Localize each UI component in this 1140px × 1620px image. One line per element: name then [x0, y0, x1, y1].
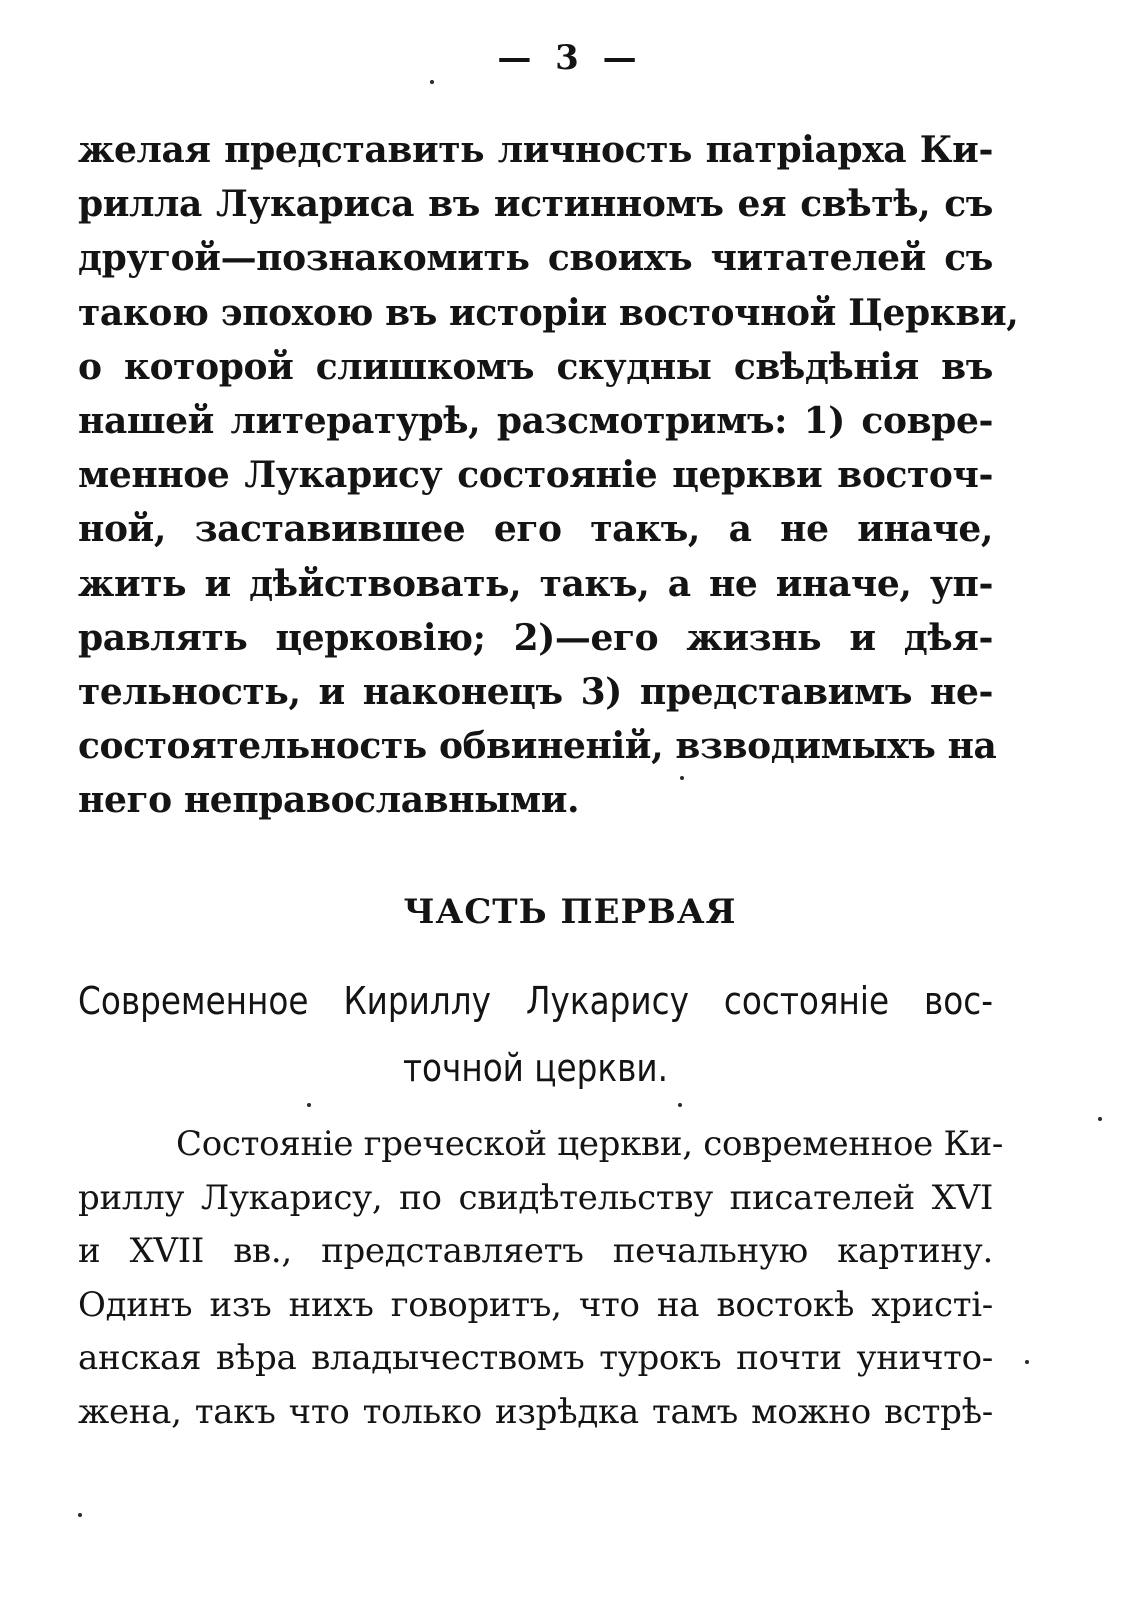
- scan-speck: [680, 776, 684, 780]
- text-line: состоятельность обвиненій, взводимыхъ на: [78, 725, 997, 768]
- text-line: такою эпохою въ исторіи восточной Церкви,: [78, 291, 1019, 334]
- scan-speck: [430, 80, 434, 84]
- scan-speck: [678, 1103, 682, 1107]
- scan-speck: [1025, 1360, 1029, 1364]
- text-line: жена, такъ что только изрѣдка тамъ можно встрѣ-: [78, 1391, 993, 1432]
- scan-speck: [307, 1103, 311, 1107]
- text-line: него неправославными.: [78, 779, 580, 822]
- body-paragraph: [78, 1118, 1004, 1439]
- text-line: нашей литературѣ, разсмотримъ: 1) совре-: [78, 400, 993, 443]
- intro-paragraph: [78, 123, 1019, 828]
- text-line: ной, заставившее его такъ, а не иначе,: [78, 508, 993, 551]
- section-title-line: Современное Кириллу Лукарису состояніе вос-: [78, 979, 994, 1023]
- text-line: Одинъ изъ нихъ говоритъ, что на востокѣ христі-: [78, 1284, 993, 1325]
- page-number: — 3 —: [497, 38, 643, 78]
- text-line: и XVII вв., представляетъ печальную картину.: [78, 1231, 993, 1271]
- text-line: другой—познакомить своихъ читателей съ: [78, 237, 993, 280]
- text-line: тельность, и наконецъ 3) представимъ не-: [78, 671, 993, 714]
- text-line: менное Лукарису состояніе церкви восточ-: [78, 454, 993, 497]
- part-heading: ЧАСТЬ ПЕРВАЯ: [403, 892, 737, 932]
- scan-speck: [78, 1513, 82, 1517]
- text-line: риллу Лукарису, по свидѣтельству писателей XVI: [78, 1177, 993, 1218]
- text-line: равлять церковію; 2)—его жизнь и дѣя-: [78, 616, 993, 659]
- text-line: желая представить личность патріарха Ки-: [78, 129, 993, 171]
- text-line: анская вѣра владычествомъ турокъ почти уничто-: [78, 1338, 993, 1378]
- scan-speck: [1098, 1117, 1102, 1121]
- section-title: [78, 968, 994, 1102]
- text-line: Состояніе греческой церкви, современное Ки-: [176, 1124, 1004, 1164]
- section-title-line: точной церкви.: [402, 1046, 669, 1090]
- text-line: жить и дѣйствовать, такъ, а не иначе, уп-: [78, 562, 993, 605]
- text-line: о которой слишкомъ скудны свѣдѣнія въ: [78, 345, 993, 388]
- text-line: рилла Лукариса въ истинномъ ея свѣтѣ, съ: [78, 183, 993, 226]
